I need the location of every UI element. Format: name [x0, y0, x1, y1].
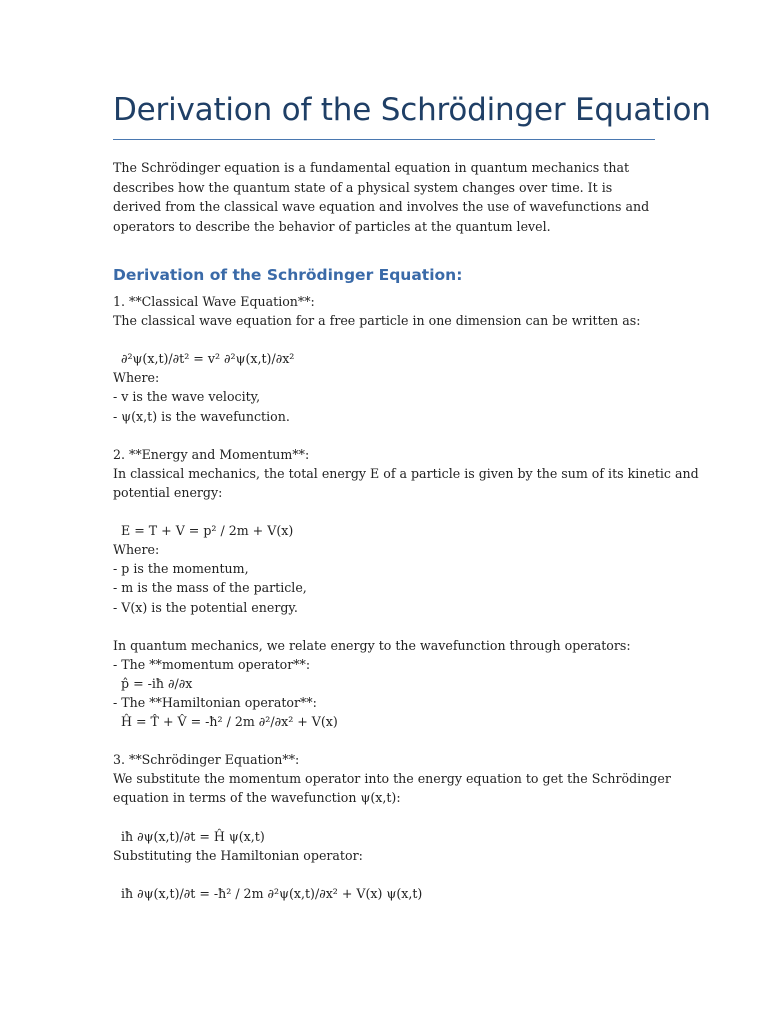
- momentum-operator-label: - The **momentum operator**:: [113, 656, 311, 672]
- hamiltonian-operator-equation: Ĥ = T̂ + V̂ = -ħ² / 2m ∂²/∂x² + V(x): [121, 714, 338, 730]
- intro-paragraph: The Schrödinger equation is a fundamental equation in quantum mechanics that describes how the quantum state of a physical system changes over time. It is derived from the classical wave equation and involves the use of wavefunctions and operators to describe the behavior of particles at the quantum level.: [113, 160, 650, 234]
- step-2-quantum-text: In quantum mechanics, we relate energy to the wavefunction through operators:: [113, 637, 631, 653]
- step-1-text: The classical wave equation for a free particle in one dimension can be written as:: [113, 313, 641, 329]
- document-title: Derivation of the Schrödinger Equation: [113, 92, 711, 128]
- momentum-operator-equation: p̂ = -iħ ∂/∂x: [121, 675, 193, 691]
- hamiltonian-operator-label: - The **Hamiltonian operator**:: [113, 694, 317, 710]
- wave-equation: ∂²ψ(x,t)/∂t² = v² ∂²ψ(x,t)/∂x²: [121, 351, 295, 367]
- schrodinger-equation-expanded: iħ ∂ψ(x,t)/∂t = -ħ² / 2m ∂²ψ(x,t)/∂x² + V(x) ψ(x,t): [121, 885, 423, 901]
- spacer: [113, 808, 655, 827]
- step-3-title: 3. **Schrödinger Equation**:: [113, 752, 300, 768]
- schrodinger-equation: iħ ∂ψ(x,t)/∂t = Ĥ ψ(x,t): [121, 828, 265, 844]
- step-1-where: Where:: [113, 370, 160, 386]
- step-2-bullet-1: - p is the momentum,: [113, 561, 249, 577]
- step-2-bullet-3: - V(x) is the potential energy.: [113, 599, 298, 615]
- step-2-where: Where:: [113, 542, 160, 558]
- spacer: [113, 865, 655, 884]
- step-2-text-1: In classical mechanics, the total energy E of a particle is given by the sum of its kinetic and: [113, 465, 699, 481]
- derivation-body: [113, 292, 699, 903]
- step-2-bullet-2: - m is the mass of the particle,: [113, 580, 307, 596]
- step-1-bullet-1: - v is the wave velocity,: [113, 389, 261, 405]
- spacer: [113, 426, 655, 445]
- spacer: [113, 502, 655, 521]
- section-heading: Derivation of the Schrödinger Equation:: [113, 266, 463, 284]
- spacer: [113, 617, 655, 636]
- step-3-text-2: equation in terms of the wavefunction ψ(x,t):: [113, 790, 401, 806]
- step-3-text-1: We substitute the momentum operator into the energy equation to get the Schrödinger: [113, 771, 671, 787]
- spacer: [113, 731, 655, 750]
- step-1-bullet-2: - ψ(x,t) is the wavefunction.: [113, 408, 290, 424]
- step-3-substitution-text: Substituting the Hamiltonian operator:: [113, 847, 363, 863]
- step-2-text-2: potential energy:: [113, 484, 223, 500]
- step-2-title: 2. **Energy and Momentum**:: [113, 446, 310, 462]
- title-underline: [113, 139, 655, 140]
- energy-equation: E = T + V = p² / 2m + V(x): [121, 523, 294, 539]
- spacer: [113, 330, 655, 349]
- step-1-title: 1. **Classical Wave Equation**:: [113, 294, 315, 309]
